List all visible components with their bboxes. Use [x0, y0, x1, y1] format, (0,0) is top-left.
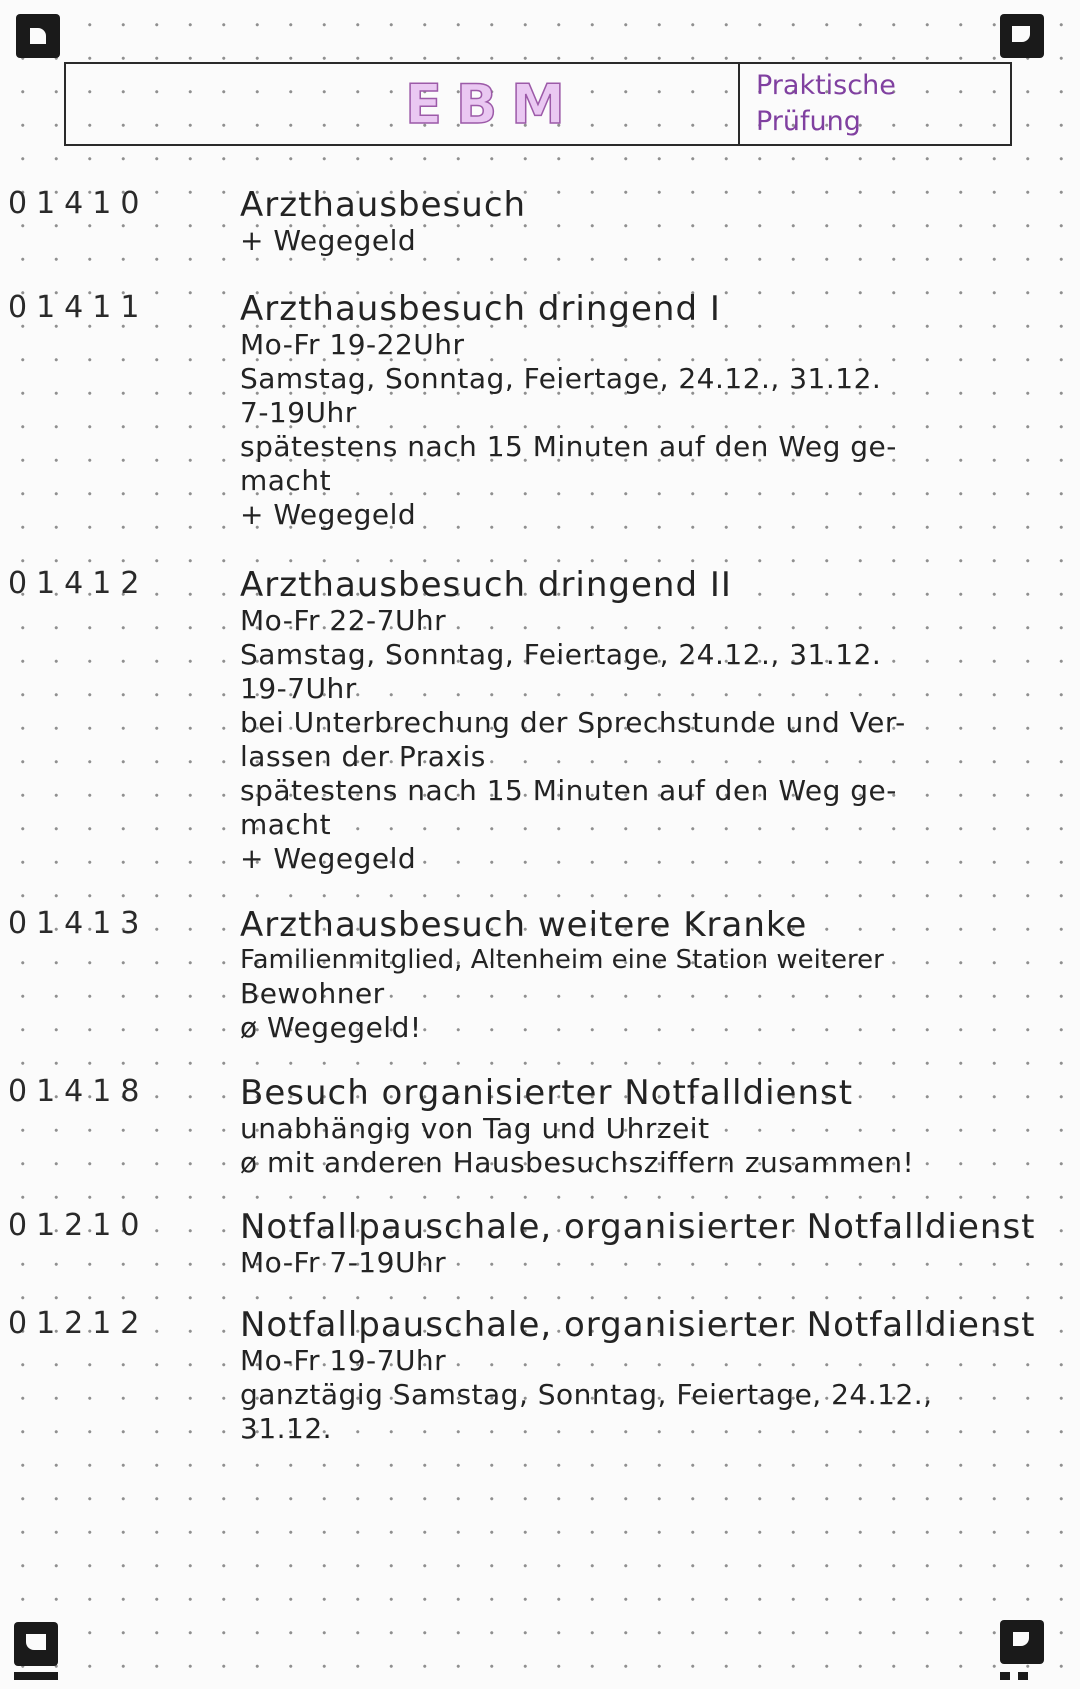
- entry-title: Arzthausbesuch dringend II: [240, 565, 732, 605]
- entry-line: 7-19Uhr: [240, 396, 357, 429]
- entry-line: Mo-Fr 19-22Uhr: [240, 328, 465, 361]
- entry-line: + Wegegeld: [240, 842, 417, 875]
- entry-code: 01418: [8, 1074, 149, 1109]
- entry-line: macht: [240, 464, 332, 497]
- entry-line: Samstag, Sonntag, Feiertage, 24.12., 31.12.: [240, 638, 882, 671]
- entry-title: Arzthausbesuch dringend I: [240, 289, 721, 329]
- entry-line: + Wegegeld: [240, 224, 417, 257]
- corner-bar-bottom-right-2: [1018, 1672, 1028, 1680]
- corner-marker-bottom-left: [14, 1622, 58, 1666]
- entry-line: Mo-Fr 19-7Uhr: [240, 1344, 447, 1377]
- entry-body: [240, 566, 1070, 876]
- corner-bar-bottom-right-1: [1000, 1672, 1010, 1680]
- entry-title: Besuch organisierter Notfalldienst: [240, 1073, 854, 1113]
- entry-line: Bewohner: [240, 977, 385, 1010]
- entry-body: [240, 1208, 1070, 1280]
- corner-bar-bottom-left: [14, 1672, 58, 1680]
- entry-code: 01412: [8, 566, 149, 601]
- entry-line: macht: [240, 808, 332, 841]
- entry-line: Familienmitglied, Altenheim eine Station weiterer: [240, 945, 884, 975]
- entry-line: lassen der Praxis: [240, 740, 486, 773]
- entry-title: Arzthausbesuch weitere Kranke: [240, 905, 808, 945]
- entry-code: 01411: [8, 290, 149, 325]
- header-subject-line-2: Prüfung: [756, 106, 861, 137]
- corner-marker-top-left: [16, 14, 60, 58]
- entry-line: ganztägig Samstag, Sonntag, Feiertage, 24.12.,: [240, 1378, 933, 1411]
- entry-body: [240, 906, 1070, 1045]
- entry-line: Mo-Fr 7-19Uhr: [240, 1246, 447, 1279]
- header-title-cell: [66, 64, 738, 144]
- entry-line: ø Wegegeld!: [240, 1011, 422, 1044]
- header-subject-line-1: Praktische: [756, 70, 896, 101]
- entry-body: [240, 1306, 1070, 1446]
- entry-code: 01410: [8, 186, 149, 221]
- header-subject-cell: [738, 64, 1010, 144]
- entry-line: 19-7Uhr: [240, 672, 357, 705]
- entry-title: Arzthausbesuch: [240, 185, 527, 225]
- entry-line: Mo-Fr 22-7Uhr: [240, 604, 447, 637]
- entry-line: + Wegegeld: [240, 498, 417, 531]
- corner-marker-bottom-right: [1000, 1620, 1044, 1664]
- entry-line: unabhängig von Tag und Uhrzeit: [240, 1112, 710, 1145]
- entry-code: 01210: [8, 1208, 149, 1243]
- entry-title: Notfallpauschale, organisierter Notfalldienst: [240, 1207, 1036, 1247]
- entry-body: [240, 290, 1070, 532]
- entry-code: 01212: [8, 1306, 149, 1341]
- entry-line: 31.12.: [240, 1412, 333, 1445]
- entry-title: Notfallpauschale, organisierter Notfalldienst: [240, 1305, 1036, 1345]
- entry-body: [240, 186, 1070, 258]
- header-box: [64, 62, 1012, 146]
- corner-marker-top-right: [1000, 14, 1044, 58]
- entry-line: spätestens nach 15 Minuten auf den Weg ge-: [240, 774, 897, 807]
- entry-body: [240, 1074, 1070, 1180]
- entry-line: spätestens nach 15 Minuten auf den Weg ge-: [240, 430, 897, 463]
- page-title: EBM: [405, 72, 579, 136]
- entry-line: bei Unterbrechung der Sprechstunde und Ver-: [240, 706, 906, 739]
- entry-line: ø mit anderen Hausbesuchsziffern zusammen!: [240, 1146, 915, 1179]
- entry-code: 01413: [8, 906, 149, 941]
- entry-line: Samstag, Sonntag, Feiertage, 24.12., 31.12.: [240, 362, 882, 395]
